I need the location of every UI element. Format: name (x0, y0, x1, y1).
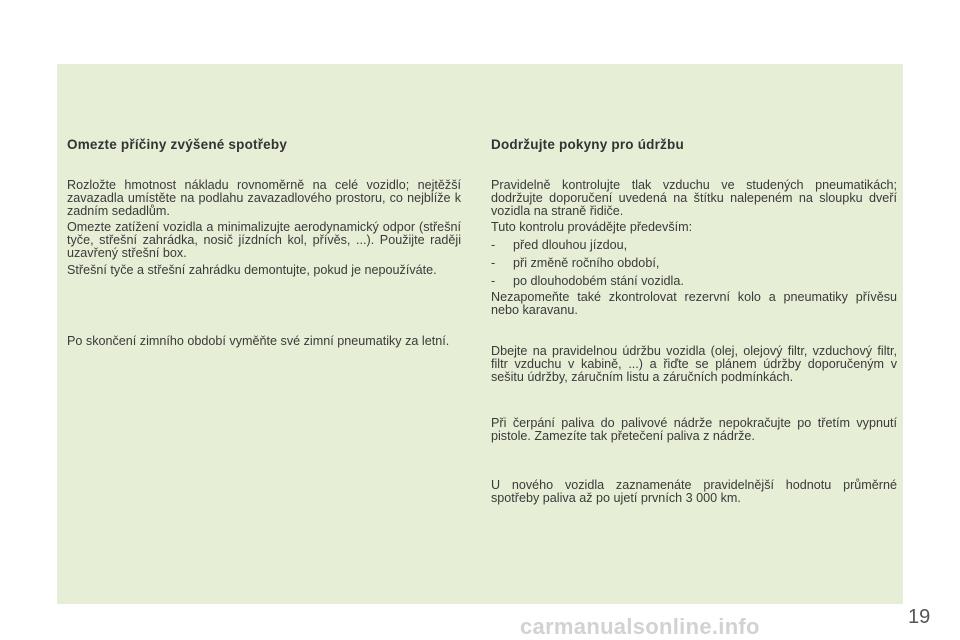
right-heading: Dodržujte pokyny pro údržbu (491, 137, 684, 152)
paragraph-load-distribution: Rozložte hmotnost nákladu rovnoměrně na celé vozidlo; nejtěžší zavazadla umístěte na podlahu zavazadlového prostoru, co nejblíže k zadním sedadlům. (67, 178, 461, 218)
paragraph-maintenance: Dbejte na pravidelnou údržbu vozidla (olej, olejový filtr, vzduchový filtr, filtr vzduchu v kabině, ...) a řiďte se plánem údržby doporučeným v sešitu údržby, záručním listu a záručních podmínkách. (491, 344, 897, 384)
paragraph-refuelling: Při čerpání paliva do palivové nádrže nepokračujte po třetím vypnutí pistole. Zamezíte tak přetečení paliva z nádrže. (491, 416, 897, 443)
page-number: 19 (908, 606, 931, 628)
list-item: - před dlouhou jízdou, (491, 238, 628, 252)
paragraph-spare-wheel: Nezapomeňte také zkontrolovat rezervní kolo a pneumatiky přívěsu nebo karavanu. (491, 290, 897, 317)
content-panel (57, 64, 903, 604)
paragraph-winter-tyres: Po skončení zimního období vyměňte své zimní pneumatiky za letní. (67, 334, 450, 348)
list-item: - při změně ročního období, (491, 256, 660, 270)
paragraph-roof-bars: Střešní tyče a střešní zahrádku demontujte, pokud je nepoužíváte. (67, 263, 437, 277)
list-item: - po dlouhodobém stání vozidla. (491, 274, 684, 288)
left-heading: Omezte příčiny zvýšené spotřeby (67, 137, 288, 152)
paragraph-aerodynamics: Omezte zatížení vozidla a minimalizujte aerodynamický odpor (střešní tyče, střešní zahrádka, nosič jízdních kol, přívěs, ...). Použijte raději uzavřený střešní box. (67, 220, 461, 260)
paragraph-tyre-pressure: Pravidelně kontrolujte tlak vzduchu ve studených pneumatikách; dodržujte doporučení uvedená na štítku nalepeném na sloupku dveří vozidla na straně řidiče. (491, 178, 897, 218)
watermark: carmanualsonline.info (520, 614, 760, 639)
paragraph-check-lead: Tuto kontrolu provádějte především: (491, 220, 693, 234)
paragraph-new-vehicle: U nového vozidla zaznamenáte pravidelnější hodnotu průměrné spotřeby paliva až po ujetí prvních 3 000 km. (491, 478, 897, 505)
